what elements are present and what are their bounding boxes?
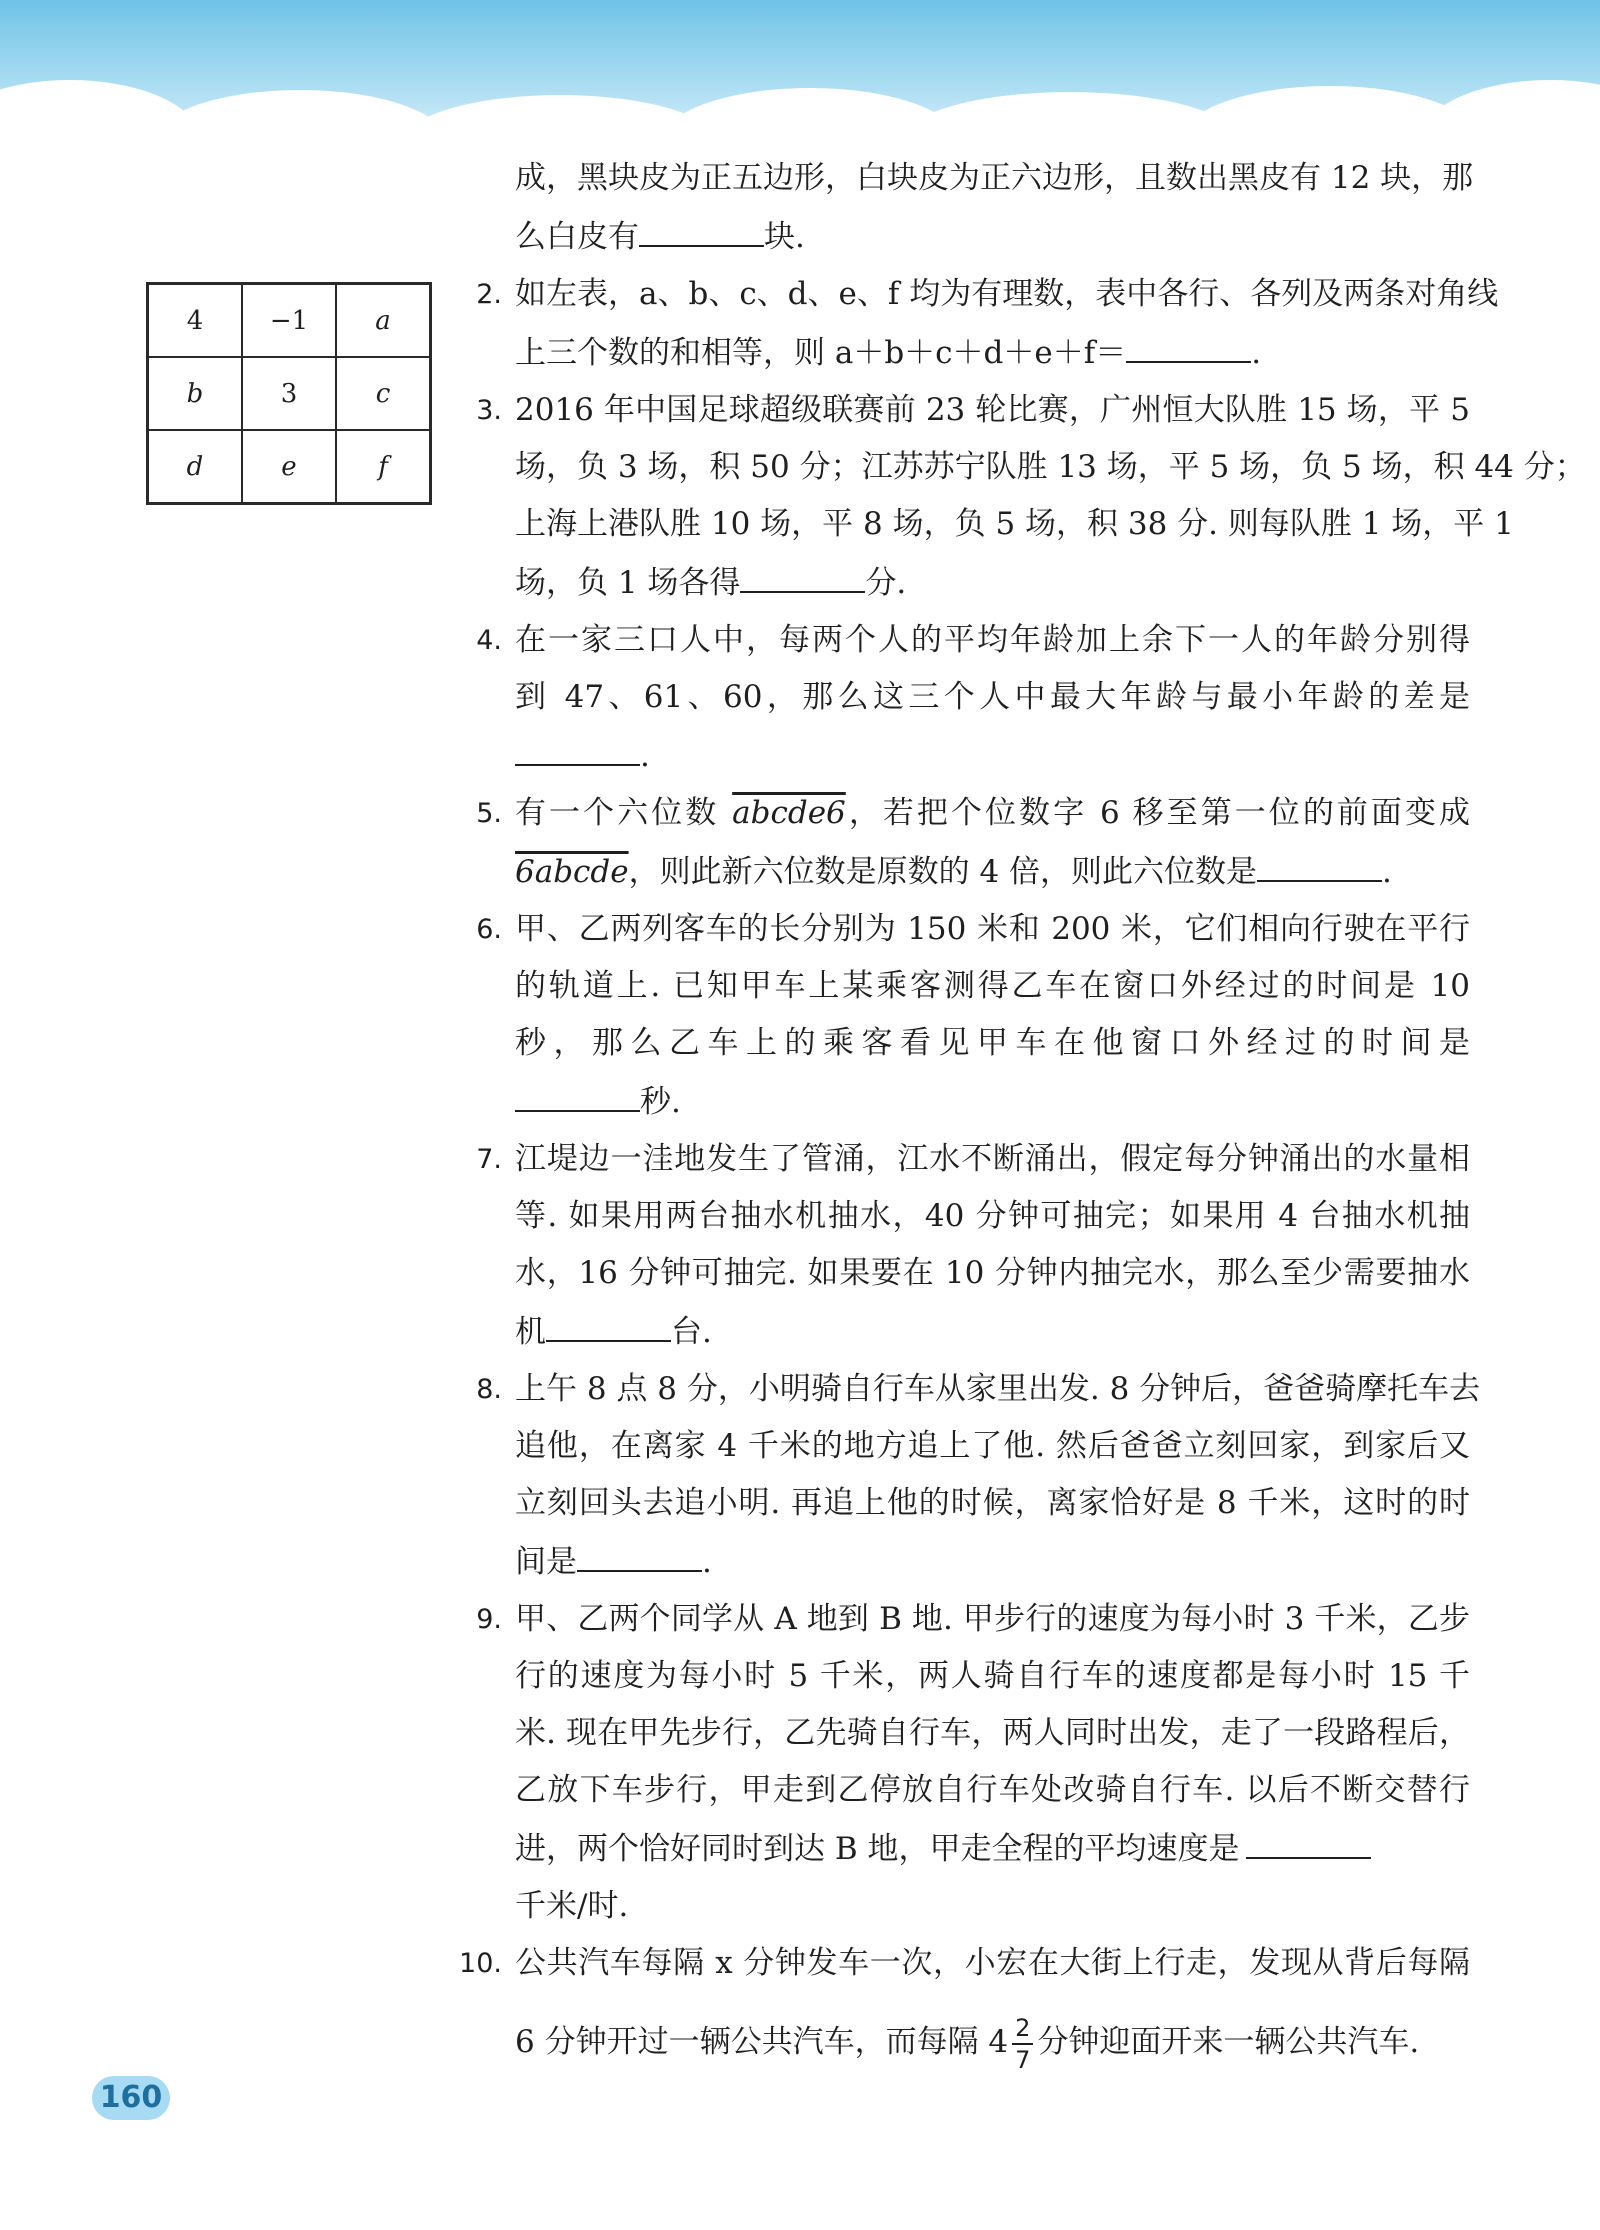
question-1 [450,150,1474,266]
text-segment: ，若把个位数字 6 移至第一位的前面变成 [845,795,1471,831]
table-cell: e [242,430,336,504]
question-number: 10. [459,1948,502,1979]
answer-blank [1257,842,1382,882]
question-number: 9. [476,1604,502,1635]
text-segment: . [640,738,650,774]
fraction-denominator: 7 [1015,2045,1031,2074]
text-line: 场，负 3 场，积 50 分；江苏苏宁队胜 13 场，平 5 场，负 5 场，积 44 分； [515,449,1586,485]
magic-square-table [146,282,432,505]
text-segment: ，则此新六位数是原数的 4 倍，则此六位数是 [628,854,1258,890]
question-number: 8. [476,1374,502,1405]
table-row [148,430,431,504]
table-cell: c [336,357,431,430]
answer-blank [1126,323,1251,363]
fraction-numerator: 2 [1012,2013,1033,2045]
text-line [515,785,1470,842]
text-line [515,207,1470,266]
text-line: 追他，在离家 4 千米的地方追上了他. 然后爸爸立刻回家，到家后又 [515,1428,1470,1464]
text-segment: 进，两个恰好同时到达 B 地，甲走全程的平均速度是 [515,1831,1240,1867]
table-cell: 3 [242,357,336,430]
answer-blank [740,553,865,593]
text-line: 2016 年中国足球超级联赛前 23 轮比赛，广州恒大队胜 15 场，平 5 [515,392,1470,428]
question-4 [450,612,1470,785]
answer-blank [515,1072,640,1112]
answer-blank [515,726,640,766]
header-band [0,0,1600,150]
text-segment: 上三个数的和相等，则 a＋b＋c＋d＋e＋f＝ [515,335,1127,371]
question-9 [450,1591,1470,1935]
table-row [148,284,431,358]
overlined-number: 6abcde [515,854,629,890]
text-line: 上午 8 点 8 分，小明骑自行车从家里出发. 8 分钟后，爸爸骑摩托车去 [515,1371,1481,1407]
question-10 [450,1935,1470,2082]
cloud-edge [0,118,1600,150]
text-segment: 么白皮有 [515,219,639,255]
text-line [515,553,1470,612]
text-line [515,1819,1470,1878]
answer-blank [577,1532,702,1572]
text-segment: 有一个六位数 [515,795,720,831]
text-line [515,726,1470,785]
text-line: 甲、乙两列客车的长分别为 150 米和 200 米，它们相向行驶在平行 [515,911,1470,947]
text-line [515,1302,1470,1361]
table-cell: d [148,430,243,504]
text-line: 甲、乙两个同学从 A 地到 B 地. 甲步行的速度为每小时 3 千米，乙步 [515,1601,1470,1637]
text-line: 立刻回头去追小明. 再追上他的时候，离家恰好是 8 千米，这时的时 [515,1485,1470,1521]
table-row [148,357,431,430]
text-segment: . [702,1544,712,1580]
fraction [1012,2013,1033,2075]
text-segment: 秒. [640,1084,681,1120]
answer-blank [639,207,764,247]
text-segment: 台. [671,1314,712,1350]
text-line [515,2002,1470,2082]
text-line: 米. 现在甲先步行，乙先骑自行车，两人同时出发，走了一段路程后， [515,1715,1470,1751]
table-cell: −1 [242,284,336,358]
overlined-number: abcde6 [732,795,846,831]
text-line: 如左表，a、b、c、d、e、f 均为有理数，表中各行、各列及两条对角线 [515,276,1499,312]
question-2 [450,266,1499,382]
question-number: 4. [476,625,502,656]
text-segment: 分钟迎面开来一辆公共汽车. [1037,2024,1420,2060]
question-3 [450,382,1586,612]
text-segment: 块. [764,219,805,255]
question-6 [450,901,1470,1131]
text-line [515,323,1470,382]
question-number: 6. [476,914,502,945]
table-cell: a [336,284,431,358]
answer-blank [546,1302,671,1342]
problem-content [450,150,1586,2082]
text-line: 的轨道上. 已知甲车上某乘客测得乙车在窗口外经过的时间是 10 [515,968,1470,1004]
text-line: 行的速度为每小时 5 千米，两人骑自行车的速度都是每小时 15 千 [515,1658,1470,1694]
text-segment: 间是 [515,1544,577,1580]
text-segment: . [1251,335,1262,371]
question-number: 7. [476,1144,502,1175]
text-line: 在一家三口人中，每两个人的平均年龄加上余下一人的年龄分别得 [515,622,1470,658]
table-cell: f [336,430,431,504]
text-line: 到 47、61、60，那么这三个人中最大年龄与最小年龄的差是 [515,679,1470,715]
answer-blank [1246,1819,1371,1859]
question-number: 2. [476,279,502,310]
text-line: 成，黑块皮为正五边形，白块皮为正六边形，且数出黑皮有 12 块，那 [515,160,1474,196]
page-number-badge: 160 [92,2076,170,2120]
text-segment: 场，负 1 场各得 [515,565,741,601]
table-cell: 4 [148,284,243,358]
question-8 [450,1361,1481,1591]
text-segment: 分. [865,565,907,601]
text-line: 水，16 分钟可抽完. 如果要在 10 分钟内抽完水，那么至少需要抽水 [515,1255,1470,1291]
text-line: 江堤边一洼地发生了管涌，江水不断涌出，假定每分钟涌出的水量相 [515,1141,1470,1177]
text-line [515,1072,1470,1131]
text-line [515,842,1470,901]
question-number: 5. [476,798,502,829]
text-line: 上海上港队胜 10 场，平 8 场，负 5 场，积 38 分. 则每队胜 1 场，平 1 [515,506,1514,542]
text-line: 秒，那么乙车上的乘客看见甲车在他窗口外经过的时间是 [515,1025,1470,1061]
table-cell: b [148,357,243,430]
text-line [515,1532,1470,1591]
text-segment: 机 [515,1314,546,1350]
text-line: 乙放下车步行，甲走到乙停放自行车处改骑自行车. 以后不断交替行 [515,1772,1470,1808]
question-5 [450,785,1470,901]
text-line: 公共汽车每隔 x 分钟发车一次，小宏在大街上行走，发现从背后每隔 [515,1945,1470,1981]
text-line: 等. 如果用两台抽水机抽水，40 分钟可抽完；如果用 4 台抽水机抽 [515,1198,1470,1234]
question-7 [450,1131,1470,1361]
text-segment: 6 分钟开过一辆公共汽车，而每隔 4 [515,2024,1009,2060]
text-segment: . [1382,854,1392,890]
question-number: 3. [476,395,502,426]
text-line: 千米/时. [515,1888,629,1924]
